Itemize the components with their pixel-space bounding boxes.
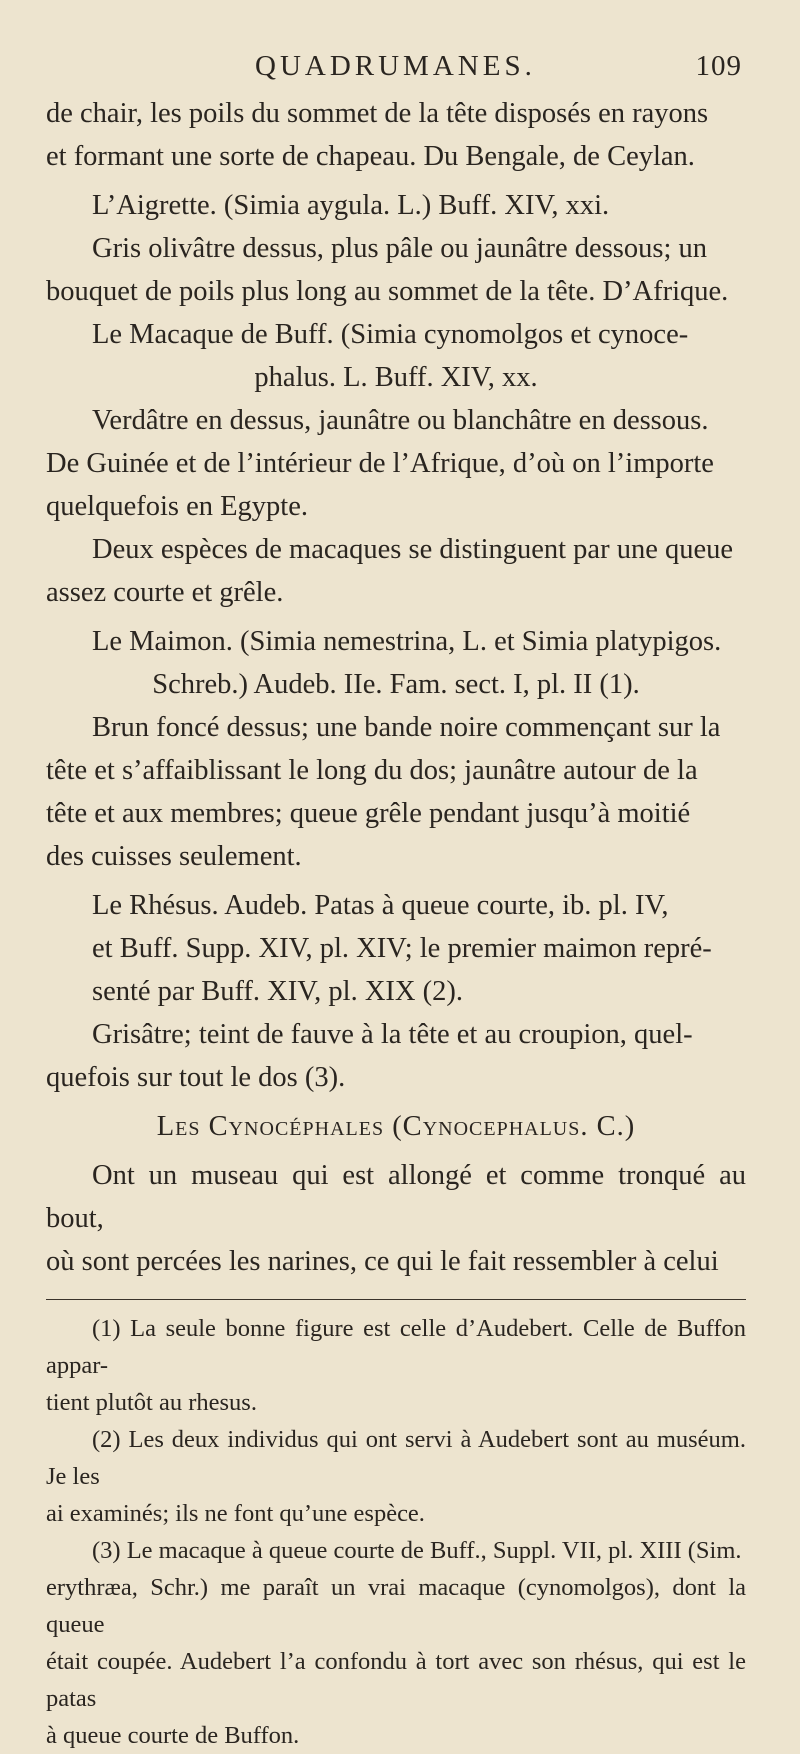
species-heading-rhesus: Le Rhésus. Audeb. Patas à queue courte, ib. pl. IV, — [92, 890, 669, 921]
text-line: bouquet de poils plus long au sommet de la tête. D’Afrique. — [46, 276, 729, 307]
footnote-line: ai examinés; ils ne font qu’une espèce. — [46, 1500, 425, 1527]
running-header — [255, 50, 742, 90]
text-line: Grisâtre; teint de fauve à la tête et au croupion, quel- — [92, 1019, 693, 1050]
text-line: assez courte et grêle. — [46, 577, 284, 608]
page-number: 109 — [695, 50, 742, 82]
text-line: des cuisses seulement. — [46, 841, 302, 872]
species-heading-aigrette: L’Aigrette. (Simia aygula. L.) Buff. XIV, xxi. — [92, 190, 610, 221]
text-line: Gris olivâtre dessus, plus pâle ou jaunâtre dessous; un — [92, 233, 708, 264]
text-line: Verdâtre en dessus, jaunâtre ou blanchâtre en dessous. — [92, 405, 709, 436]
text-line: où sont percées les narines, ce qui le fait ressembler à celui — [46, 1246, 719, 1277]
text-line: tête et aux membres; queue grêle pendant jusqu’à moitié — [46, 798, 691, 829]
footnote-1: (1) La seule bonne figure est celle d’Audebert. Celle de Buffon appar- — [46, 1315, 746, 1379]
footnote-line: était coupée. Audebert l’a confondu à tort avec son rhésus, qui est le patas — [46, 1648, 746, 1712]
species-heading-maimon: Le Maimon. (Simia nemestrina, L. et Simia platypigos. — [92, 626, 722, 657]
main-text — [46, 92, 746, 1754]
text-line: Schreb.) Audeb. IIe. Fam. sect. I, pl. II (1). — [152, 669, 640, 700]
text-line: Ont un museau qui est allongé et comme tronqué au bout, — [46, 1160, 746, 1234]
text-line: Deux espèces de macaques se distinguent par une queue — [92, 534, 734, 565]
text-line: tête et s’affaiblissant le long du dos; jaunâtre autour de la — [46, 755, 698, 786]
text-line: phalus. L. Buff. XIV, xx. — [254, 362, 538, 393]
text-line: quefois sur tout le dos (3). — [46, 1062, 346, 1093]
footnote-line: erythræa, Schr.) me paraît un vrai macaque (cynomolgos), dont la queue — [46, 1574, 746, 1638]
footnotes — [46, 1310, 746, 1754]
footnote-line: tient plutôt au rhesus. — [46, 1389, 257, 1416]
text-line: senté par Buff. XIV, pl. XIX (2). — [92, 976, 463, 1007]
footnote-3: (3) Le macaque à queue courte de Buff., Suppl. VII, pl. XIII (Sim. — [92, 1537, 742, 1564]
header-title: QUADRUMANES. — [255, 50, 536, 82]
footnote-divider — [46, 1299, 746, 1300]
text-line: quelquefois en Egypte. — [46, 491, 308, 522]
genus-heading-cynocephales: Les Cynocéphales (Cynocephalus. C.) — [156, 1111, 636, 1142]
text-line: Brun foncé dessus; une bande noire commençant sur la — [92, 712, 721, 743]
species-heading-macaque: Le Macaque de Buff. (Simia cynomolgos et cynoce- — [92, 319, 689, 350]
text-line: et Buff. Supp. XIV, pl. XIV; le premier maimon repré- — [92, 933, 712, 964]
text-line: de chair, les poils du sommet de la tête disposés en rayons — [46, 98, 709, 129]
text-line: et formant une sorte de chapeau. Du Bengale, de Ceylan. — [46, 141, 695, 172]
text-line: De Guinée et de l’intérieur de l’Afrique, d’où on l’importe — [46, 448, 714, 479]
footnote-line: à queue courte de Buffon. — [46, 1722, 300, 1749]
footnote-2: (2) Les deux individus qui ont servi à Audebert sont au muséum. Je les — [46, 1426, 746, 1490]
